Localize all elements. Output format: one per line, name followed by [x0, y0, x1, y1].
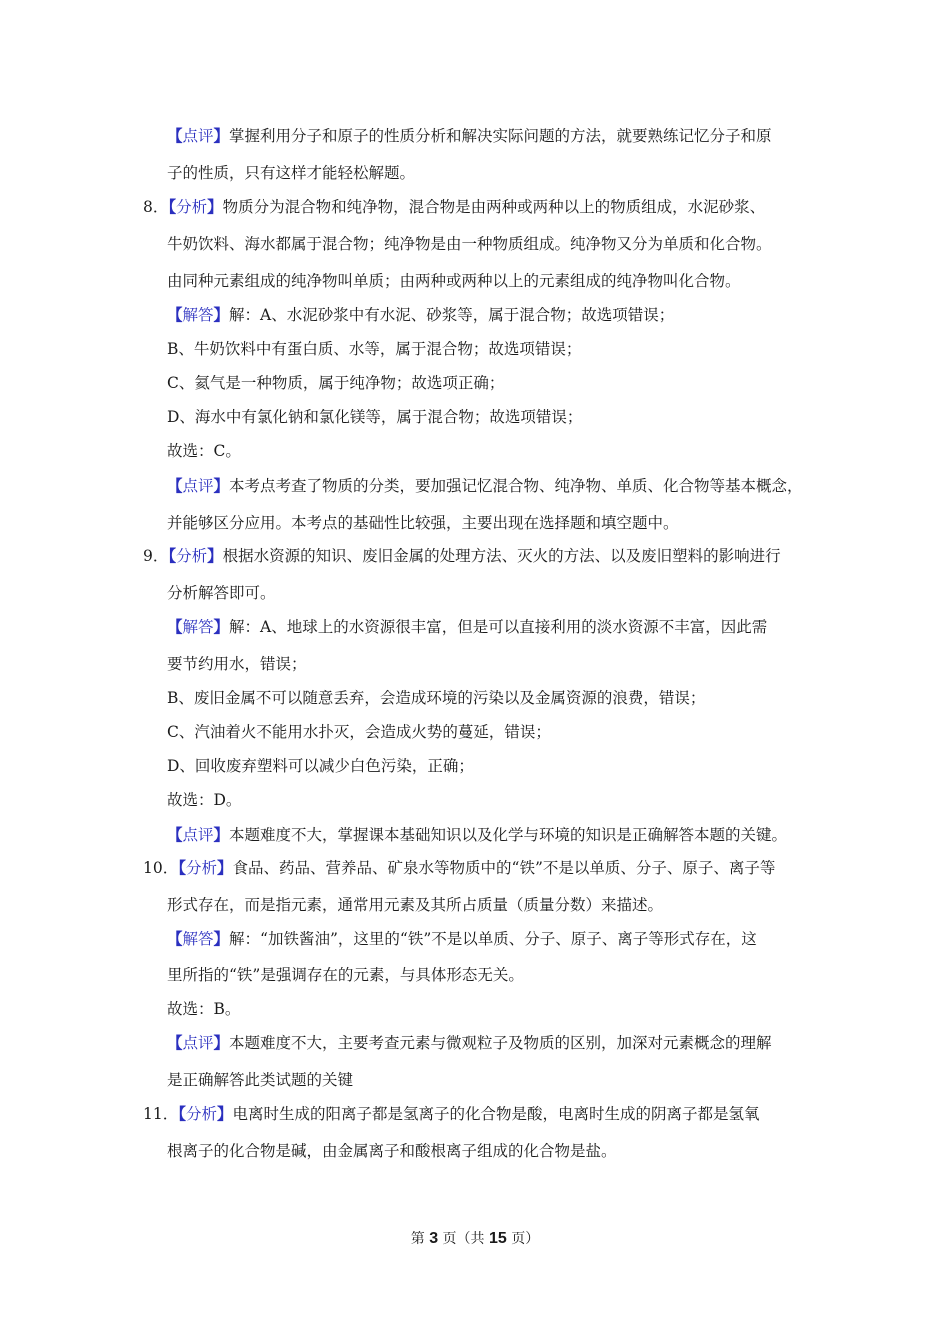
- jieda-tag: 解答: [182, 306, 214, 324]
- bracket-open: 【: [167, 825, 183, 844]
- page-footer: [0, 1229, 950, 1249]
- bracket-close: 】: [207, 197, 223, 216]
- q10-dianping-line-2: [167, 1070, 353, 1090]
- q9-jieda-line-1: [167, 617, 767, 637]
- q7-dianping-text-1: 掌握利用分子和原子的性质分析和解决实际问题的方法，就要熟练记忆分子和原: [229, 127, 772, 145]
- q8-fenxi-line-1: [143, 197, 765, 217]
- q9-fenxi-text-2: 分析解答即可。: [167, 584, 276, 602]
- q10-number: 10．: [143, 859, 179, 877]
- q9-jieda-text-3: B、废旧金属不可以随意丢弃，会造成环境的污染以及金属资源的浪费，错误；: [167, 689, 706, 707]
- bracket-close: 】: [217, 1104, 233, 1123]
- bracket-close: 】: [213, 126, 230, 145]
- bracket-close: 】: [213, 305, 230, 324]
- dianping-tag: 点评: [182, 1034, 214, 1052]
- q9-fenxi-line-1: [143, 546, 781, 566]
- q9-jieda-line-2: [167, 654, 307, 674]
- bracket-close: 】: [213, 617, 230, 636]
- q9-jieda-text-6: 故选：D。: [167, 791, 242, 809]
- q8-dianping-text-2: 并能够区分应用。本考点的基础性比较强，主要出现在选择题和填空题中。: [167, 514, 679, 532]
- q8-jieda-text-3: C、氦气是一种物质，属于纯净物；故选项正确；: [167, 374, 505, 392]
- q8-fenxi-text-2: 牛奶饮料、海水都属于混合物；纯净物是由一种物质组成。纯净物又分为单质和化合物。: [167, 235, 772, 253]
- q8-jieda-line-4: [167, 407, 582, 427]
- bracket-open: 【: [167, 617, 183, 636]
- q8-number: 8．: [143, 198, 169, 216]
- q11-number: 11．: [143, 1105, 179, 1123]
- q11-fenxi-text-1: 电离时生成的阳离子都是氢离子的化合物是酸，电离时生成的阴离子都是氢氧: [232, 1105, 760, 1123]
- bracket-open: 【: [167, 305, 183, 324]
- q10-jieda-line-2: [167, 965, 524, 985]
- bracket-open: 【: [167, 476, 183, 495]
- bracket-close: 】: [213, 929, 230, 948]
- q10-jieda-text-3: 故选：B。: [167, 1000, 241, 1018]
- dianping-tag: 点评: [182, 477, 214, 495]
- bracket-open: 【: [168, 197, 177, 216]
- bracket-open: 【: [178, 1104, 186, 1123]
- q9-jieda-text-5: D、回收废弃塑料可以减少白色污染，正确；: [167, 757, 474, 775]
- q8-dianping-text-1: 本考点考查了物质的分类，要加强记忆混合物、纯净物、单质、化合物等基本概念，: [229, 477, 803, 495]
- q8-dianping-line-1: [167, 476, 803, 496]
- q9-dianping-line-1: [167, 825, 787, 845]
- dianping-tag: 点评: [182, 826, 214, 844]
- bracket-open: 【: [168, 546, 177, 565]
- q8-jieda-line-3: [167, 373, 504, 393]
- bracket-close: 】: [217, 858, 233, 877]
- fenxi-tag: 分析: [176, 547, 208, 565]
- q10-fenxi-line-2: [167, 895, 663, 915]
- q10-dianping-text-2: 是正确解答此类试题的关键: [167, 1071, 354, 1089]
- q8-jieda-text-4: D、海水中有氯化钠和氯化镁等，属于混合物；故选项错误；: [167, 408, 583, 426]
- q7-dianping-line-2: [167, 163, 415, 183]
- q8-fenxi-text-1: 物质分为混合物和纯净物，混合物是由两种或两种以上的物质组成，水泥砂浆、: [222, 198, 766, 216]
- q7-dianping-text-2: 子的性质，只有这样才能轻松解题。: [167, 164, 416, 182]
- footer-page-number: 3: [429, 1230, 439, 1247]
- bracket-open: 【: [178, 858, 186, 877]
- bracket-close: 】: [213, 825, 230, 844]
- jieda-tag: 解答: [182, 930, 214, 948]
- bracket-open: 【: [167, 929, 183, 948]
- q11-fenxi-line-2: [167, 1141, 617, 1161]
- bracket-open: 【: [167, 126, 183, 145]
- fenxi-tag: 分析: [186, 859, 218, 877]
- q9-jieda-text-2: 要节约用水，错误；: [167, 655, 307, 673]
- q8-fenxi-line-3: [167, 271, 741, 291]
- q9-jieda-line-5: [167, 756, 474, 776]
- fenxi-tag: 分析: [176, 198, 208, 216]
- q10-jieda-text-1: 解：“加铁酱油”，这里的“铁”不是以单质、分子、原子、离子等形式存在，这: [229, 930, 757, 948]
- q7-dianping-line-1: [167, 126, 772, 146]
- q8-jieda-line-2: [167, 339, 581, 359]
- q9-jieda-text-4: C、汽油着火不能用水扑灭，会造成火势的蔓延，错误；: [167, 723, 551, 741]
- q8-jieda-text-2: B、牛奶饮料中有蛋白质、水等，属于混合物；故选项错误；: [167, 340, 582, 358]
- q10-jieda-text-2: 里所指的“铁”是强调存在的元素，与具体形态无关。: [167, 966, 524, 984]
- q10-dianping-text-1: 本题难度不大，主要考查元素与微观粒子及物质的区别，加深对元素概念的理解: [229, 1034, 772, 1052]
- bracket-open: 【: [167, 1033, 183, 1052]
- q8-fenxi-line-2: [167, 234, 772, 254]
- q9-fenxi-text-1: 根据水资源的知识、废旧金属的处理方法、灭火的方法、以及废旧塑料的影响进行: [222, 547, 781, 565]
- q9-number: 9．: [143, 547, 169, 565]
- q10-fenxi-text-2: 形式存在，而是指元素，通常用元素及其所占质量（质量分数）来描述。: [167, 896, 664, 914]
- q8-dianping-line-2: [167, 513, 679, 533]
- q9-dianping-text-1: 本题难度不大，掌握课本基础知识以及化学与环境的知识是正确解答本题的关键。: [229, 826, 788, 844]
- q11-fenxi-text-2: 根离子的化合物是碱，由金属离子和酸根离子组成的化合物是盐。: [167, 1142, 617, 1160]
- q10-fenxi-line-1: [143, 858, 775, 878]
- q8-jieda-text-5: 故选：C。: [167, 442, 241, 460]
- q10-fenxi-text-1: 食品、药品、营养品、矿泉水等物质中的“铁”不是以单质、分子、原子、离子等: [232, 859, 776, 877]
- bracket-close: 】: [213, 1033, 230, 1052]
- q8-jieda-text-1: 解：A、水泥砂浆中有水泥、砂浆等，属于混合物；故选项错误；: [229, 306, 675, 324]
- q9-jieda-line-6: [167, 790, 241, 810]
- bracket-close: 】: [213, 476, 230, 495]
- q9-jieda-line-4: [167, 722, 551, 742]
- dianping-tag: 点评: [182, 127, 214, 145]
- q9-jieda-text-1: 解：A、地球上的水资源很丰富，但是可以直接利用的淡水资源不丰富，因此需: [229, 618, 768, 636]
- q10-jieda-line-1: [167, 929, 757, 949]
- q9-fenxi-line-2: [167, 583, 276, 603]
- jieda-tag: 解答: [182, 618, 214, 636]
- q9-jieda-line-3: [167, 688, 705, 708]
- footer-suffix: 页）: [511, 1231, 540, 1247]
- q8-jieda-line-1: [167, 305, 674, 325]
- footer-prefix: 第: [410, 1231, 425, 1247]
- bracket-close: 】: [207, 546, 223, 565]
- q8-jieda-line-5: [167, 441, 241, 461]
- q8-fenxi-text-3: 由同种元素组成的纯净物叫单质；由两种或两种以上的元素组成的纯净物叫化合物。: [167, 272, 741, 290]
- footer-mid: 页（共: [442, 1231, 485, 1247]
- q11-fenxi-line-1: [143, 1104, 760, 1124]
- q10-jieda-line-3: [167, 999, 240, 1019]
- footer-total-pages: 15: [489, 1230, 507, 1247]
- fenxi-tag: 分析: [186, 1105, 218, 1123]
- q10-dianping-line-1: [167, 1033, 772, 1053]
